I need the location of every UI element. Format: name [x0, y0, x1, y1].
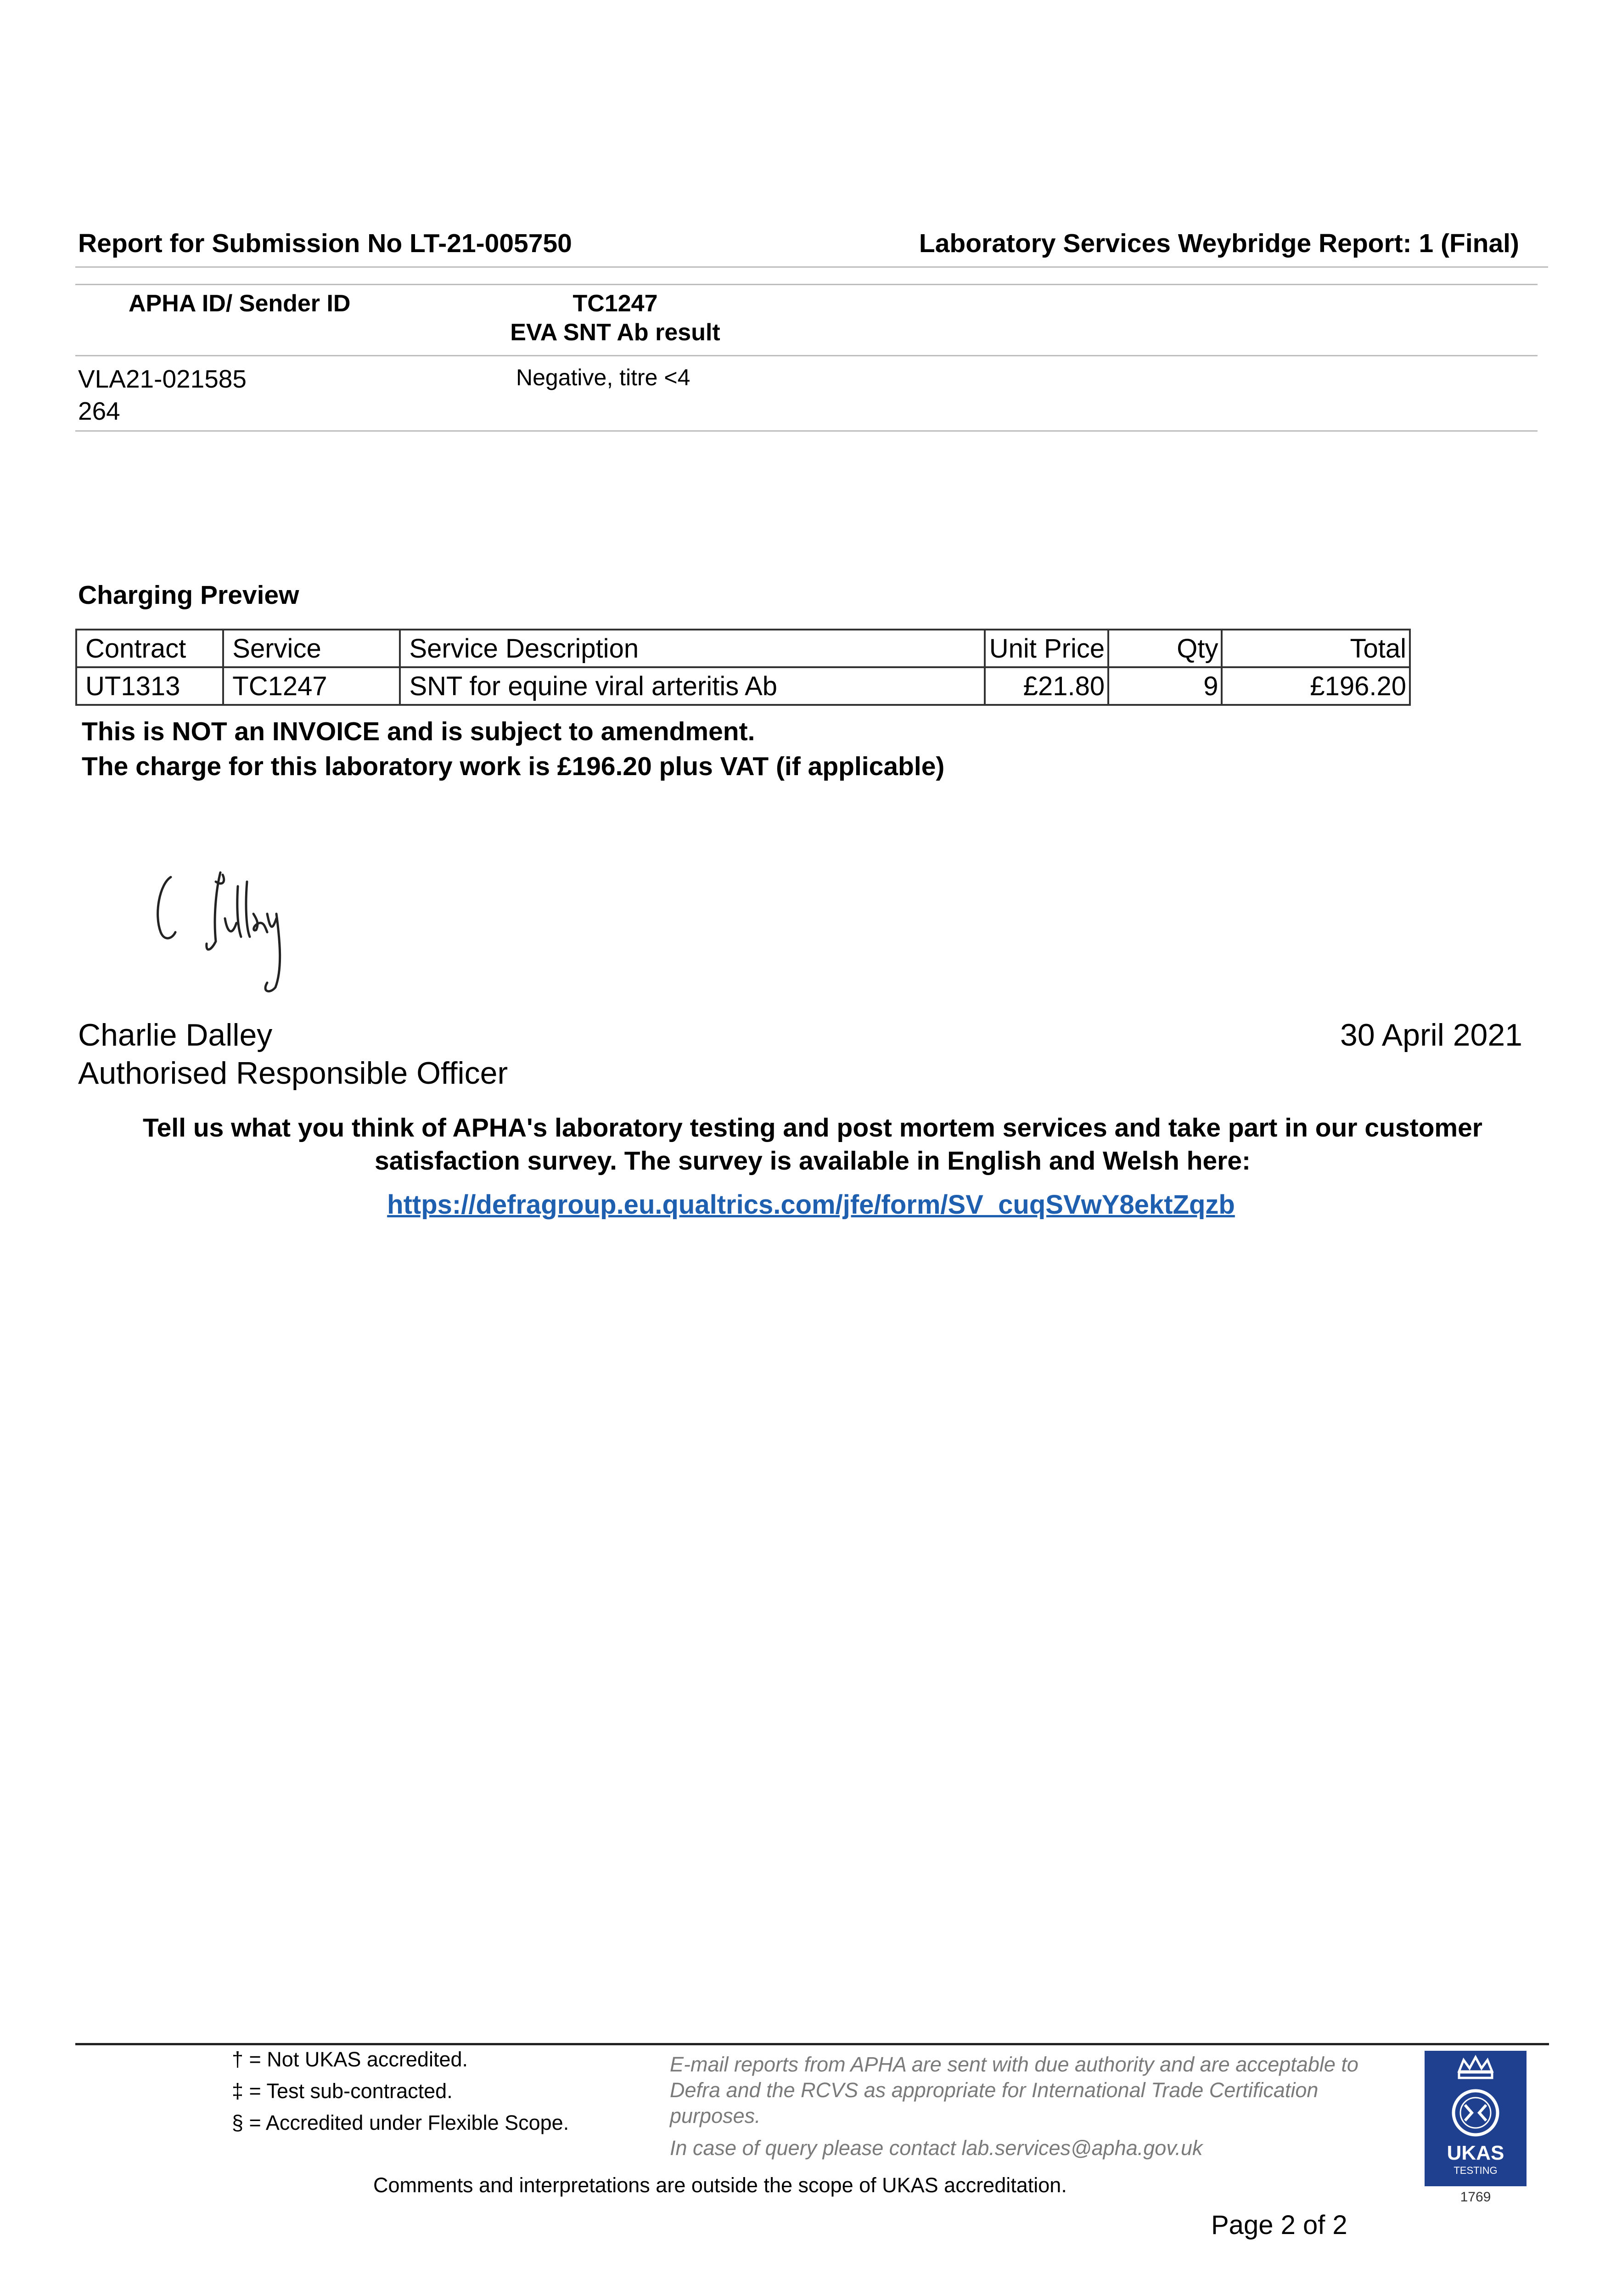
- cell-qty: 9: [1108, 667, 1222, 705]
- signature-image: [147, 863, 321, 1001]
- table-row: [76, 667, 1410, 705]
- col-total: Total: [1222, 630, 1410, 667]
- test-code: TC1247: [572, 290, 658, 317]
- header-divider-2: [75, 284, 1538, 285]
- col-description: Service Description: [400, 630, 984, 667]
- sample-id-line2: 264: [78, 397, 120, 425]
- report-date: 30 April 2021: [1340, 1018, 1522, 1052]
- cell-total: £196.20: [1222, 667, 1410, 705]
- cell-service: TC1247: [223, 667, 400, 705]
- invoice-notice: This is NOT an INVOICE and is subject to amendment.: [82, 717, 755, 746]
- cell-description: SNT for equine viral arteritis Ab: [400, 667, 984, 705]
- results-col-id-header: APHA ID/ Sender ID: [129, 290, 351, 317]
- test-name: EVA SNT Ab result: [510, 319, 720, 346]
- charging-table: [75, 629, 1411, 706]
- results-col-test-header: [477, 289, 753, 347]
- survey-link-wrap: [0, 1189, 1622, 1220]
- test-result: Negative, titre <4: [516, 365, 690, 390]
- results-bottom-divider: [75, 430, 1538, 432]
- query-note: In case of query please contact lab.services@apha.gov.uk: [670, 2136, 1203, 2160]
- charge-notice: The charge for this laboratory work is £196.20 plus VAT (if applicable): [82, 752, 945, 781]
- col-service: Service: [223, 630, 400, 667]
- legend-subcontracted: ‡ = Test sub-contracted.: [232, 2079, 453, 2103]
- col-unit-price: Unit Price: [985, 630, 1109, 667]
- signatory-name: Charlie Dalley: [78, 1018, 273, 1052]
- sample-id: [78, 363, 247, 427]
- header-divider: [75, 266, 1548, 268]
- ukas-sub: TESTING: [1454, 2165, 1498, 2176]
- submission-title: Report for Submission No LT-21-005750: [78, 229, 572, 258]
- col-contract: Contract: [76, 630, 223, 667]
- col-qty: Qty: [1108, 630, 1222, 667]
- email-note: E-mail reports from APHA are sent with due authority and are acceptable to Defra and the RCVS as appropriate for International Trade Certification purposes.: [670, 2053, 1358, 2127]
- ukas-logo: [1425, 2051, 1527, 2186]
- charging-header-row: [76, 630, 1410, 667]
- report-title: Laboratory Services Weybridge Report: 1 (Final): [919, 229, 1519, 258]
- legend-flexible-scope: § = Accredited under Flexible Scope.: [232, 2111, 569, 2134]
- survey-text: Tell us what you think of APHA's laboratory testing and post mortem services and take part in our customer satisfaction survey. The survey is available in English and Welsh here:: [143, 1113, 1482, 1176]
- survey-link[interactable]: https://defragroup.eu.qualtrics.com/jfe/form/SV_cuqSVwY8ektZqzb: [387, 1190, 1235, 1220]
- charging-title: Charging Preview: [78, 580, 299, 610]
- ukas-number: 1769: [1460, 2189, 1491, 2205]
- cell-contract: UT1313: [76, 667, 223, 705]
- legend-not-accredited: † = Not UKAS accredited.: [232, 2048, 468, 2071]
- results-header-divider: [75, 355, 1538, 356]
- ukas-label: UKAS: [1447, 2142, 1504, 2164]
- cell-unit-price: £21.80: [985, 667, 1109, 705]
- page-number: Page 2 of 2: [1211, 2210, 1347, 2240]
- sample-id-line1: VLA21-021585: [78, 365, 247, 393]
- ukas-comments: Comments and interpretations are outside the scope of UKAS accreditation.: [373, 2173, 1067, 2197]
- footer-legend: [232, 2043, 569, 2138]
- signatory-role: Authorised Responsible Officer: [78, 1056, 508, 1091]
